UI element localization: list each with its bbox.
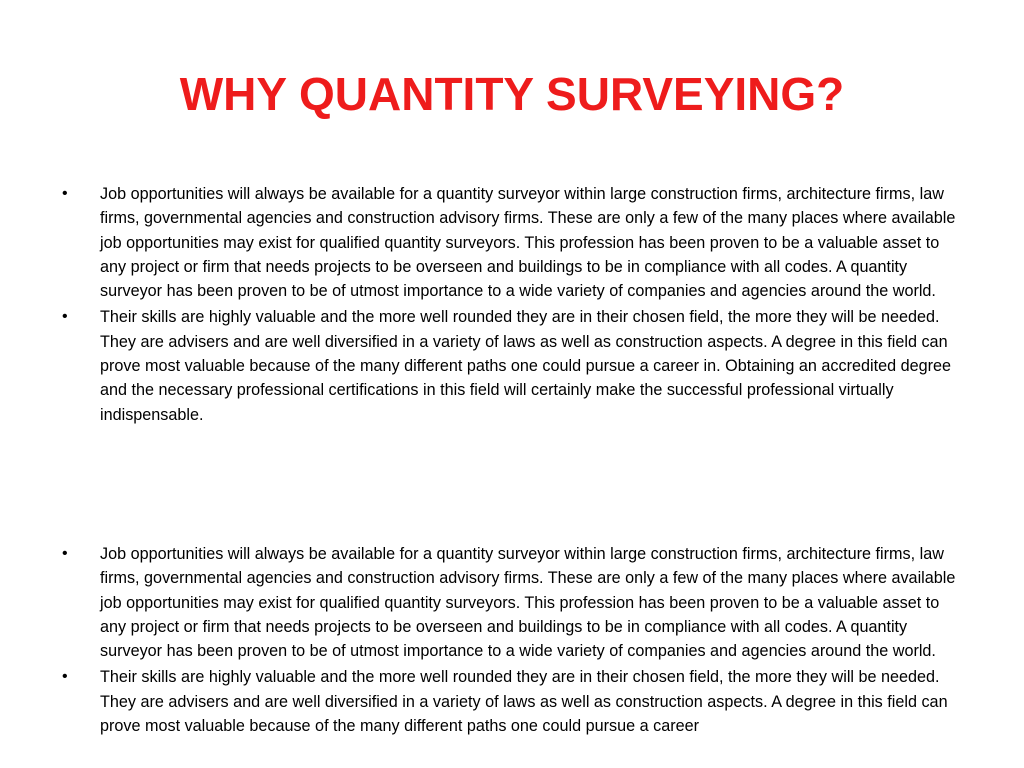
bullet-list-1 bbox=[0, 182, 1024, 429]
bullet-icon: • bbox=[62, 308, 68, 326]
slide-title: WHY QUANTITY SURVEYING? bbox=[179, 68, 845, 120]
bullet-item bbox=[0, 182, 1024, 303]
bullet-text: Their skills are highly valuable and the more well rounded they are in their chosen field, the more they will be needed. They are advisers and are well diversified in a variety of laws as well as construction aspects. A degree in this field can prove most valuable because of the many different paths one could pursue a career bbox=[100, 668, 948, 736]
bullet-icon: • bbox=[62, 668, 68, 686]
bullet-icon: • bbox=[62, 545, 68, 562]
bullet-icon: • bbox=[62, 185, 68, 202]
bullet-text: Job opportunities will always be available for a quantity surveyor within large construction firms, architecture firms, law firms, governmental agencies and construction advisory firms. These are only a few of the many places where available job opportunities may exist for qualified quantity surveyors. This profession has been proven to be a valuable asset to any project or firm that needs projects to be overseen and buildings to be in compliance with all codes. A quantity surveyor has been proven to be of utmost importance to a wide variety of companies and agencies around the world. bbox=[100, 545, 956, 661]
bullet-item bbox=[0, 305, 1024, 426]
bullet-text: Job opportunities will always be available for a quantity surveyor within large construction firms, architecture firms, law firms, governmental agencies and construction advisory firms. These are only a few of the many places where available job opportunities may exist for qualified quantity surveyors. This profession has been proven to be a valuable asset to any project or firm that needs projects to be overseen and buildings to be in compliance with all codes. A quantity surveyor has been proven to be of utmost importance to a wide variety of companies and agencies around the world. bbox=[100, 185, 956, 301]
bullet-list-2 bbox=[0, 542, 1024, 740]
bullet-item bbox=[0, 665, 1024, 738]
bullet-item bbox=[0, 542, 1024, 663]
bullet-text: Their skills are highly valuable and the more well rounded they are in their chosen field, the more they will be needed. They are advisers and are well diversified in a variety of laws as well as construction aspects. A degree in this field can prove most valuable because of the many different paths one could pursue a career in. Obtaining an accredited degree and the necessary professional certifications in this field will certainly make the successful professional virtually indispensable. bbox=[100, 308, 951, 424]
